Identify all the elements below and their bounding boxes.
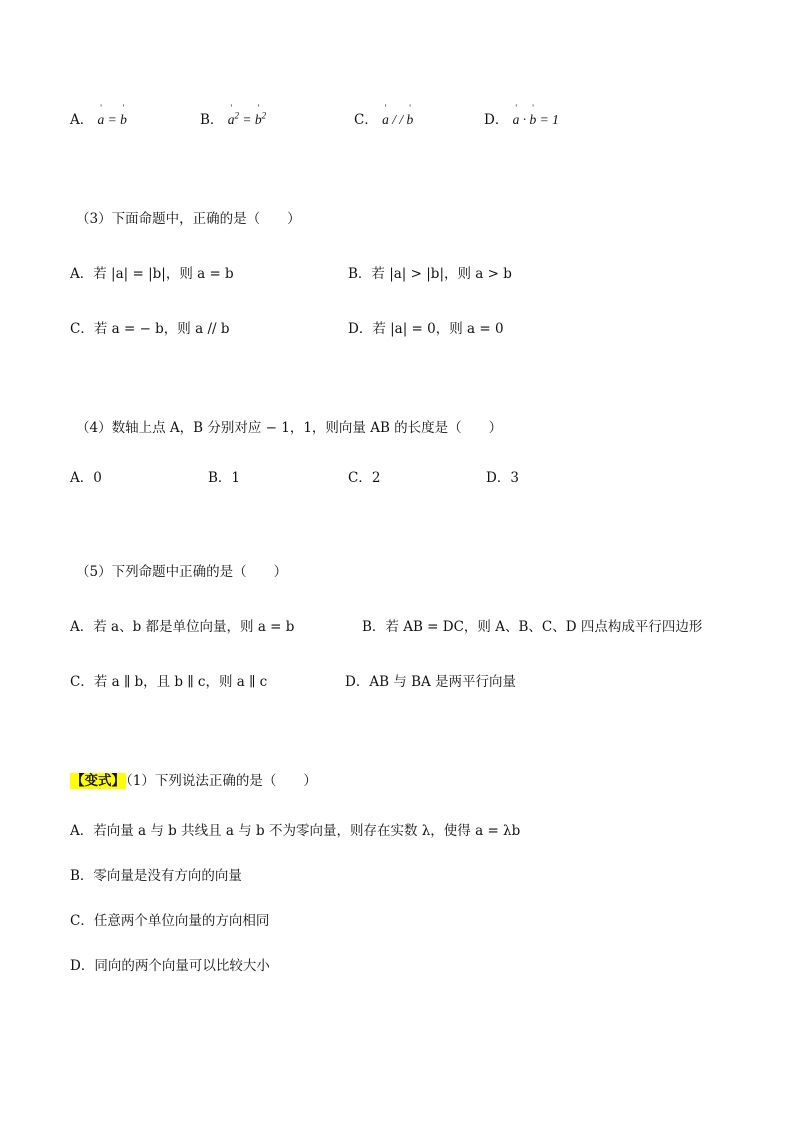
variant-stem: （1）下列说法正确的是（ ）	[126, 773, 317, 789]
q3-stem: （3）下面命题中，正确的是（ ）	[76, 211, 301, 227]
variant-option-a: A．若向量 a 与 b 共线且 a 与 b 不为零向量，则存在实数 λ，使得 a = λb	[70, 823, 521, 839]
q4-stem: （4）数轴上点 A，B 分别对应 − 1，1，则向量 AB 的长度是（ ）	[76, 420, 503, 436]
q2-option-a-math: ' a = ' b	[98, 112, 127, 127]
q5-option-b: B．若 AB = DC，则 A、B、C、D 四点构成平行四边形	[362, 619, 703, 635]
q3-option-c: C．若 a = − b，则 a // b	[70, 321, 230, 337]
q2-option-c: C． ' a / / ' b	[354, 108, 413, 128]
q5-option-c: C．若 a ∥ b，且 b ∥ c，则 a ∥ c	[70, 674, 268, 690]
q2-option-b: B． ' $a^2$ = ' $b^2$	[200, 108, 266, 128]
q2-option-d: D． ' a · ' b = 1	[484, 108, 559, 128]
q4-option-b: B．1	[208, 470, 241, 486]
q3-option-d: D．若 |a| = 0，则 a = 0	[348, 321, 504, 337]
variant-option-b: B．零向量是没有方向的向量	[70, 868, 242, 884]
q4-option-d: D．3	[486, 470, 519, 486]
q2-option-d-math: ' a · ' b = 1	[513, 112, 559, 127]
q2-option-b-math: ' $a^2$ = ' $b^2$	[228, 112, 266, 127]
variant-option-d: D．同向的两个向量可以比较大小	[70, 958, 270, 974]
q4-option-c: C．2	[348, 470, 381, 486]
variant-option-c: C．任意两个单位向量的方向相同	[70, 913, 270, 929]
variant-tag: 【变式】	[71, 773, 125, 789]
q2-option-a: A． ' a = ' b	[70, 108, 127, 128]
variant-stem-line	[70, 769, 317, 789]
q3-option-a: A．若 |a| = |b|，则 a = b	[70, 266, 234, 282]
q3-option-b: B．若 |a| > |b|，则 a > b	[348, 266, 512, 282]
q5-stem: （5）下列命题中正确的是（ ）	[76, 564, 288, 580]
q4-option-a: A．0	[70, 470, 102, 486]
q5-option-d: D．AB 与 BA 是两平行向量	[345, 674, 517, 690]
q5-option-a: A．若 a、b 都是单位向量，则 a = b	[70, 619, 295, 635]
q2-option-c-math: ' a / / ' b	[382, 112, 413, 127]
